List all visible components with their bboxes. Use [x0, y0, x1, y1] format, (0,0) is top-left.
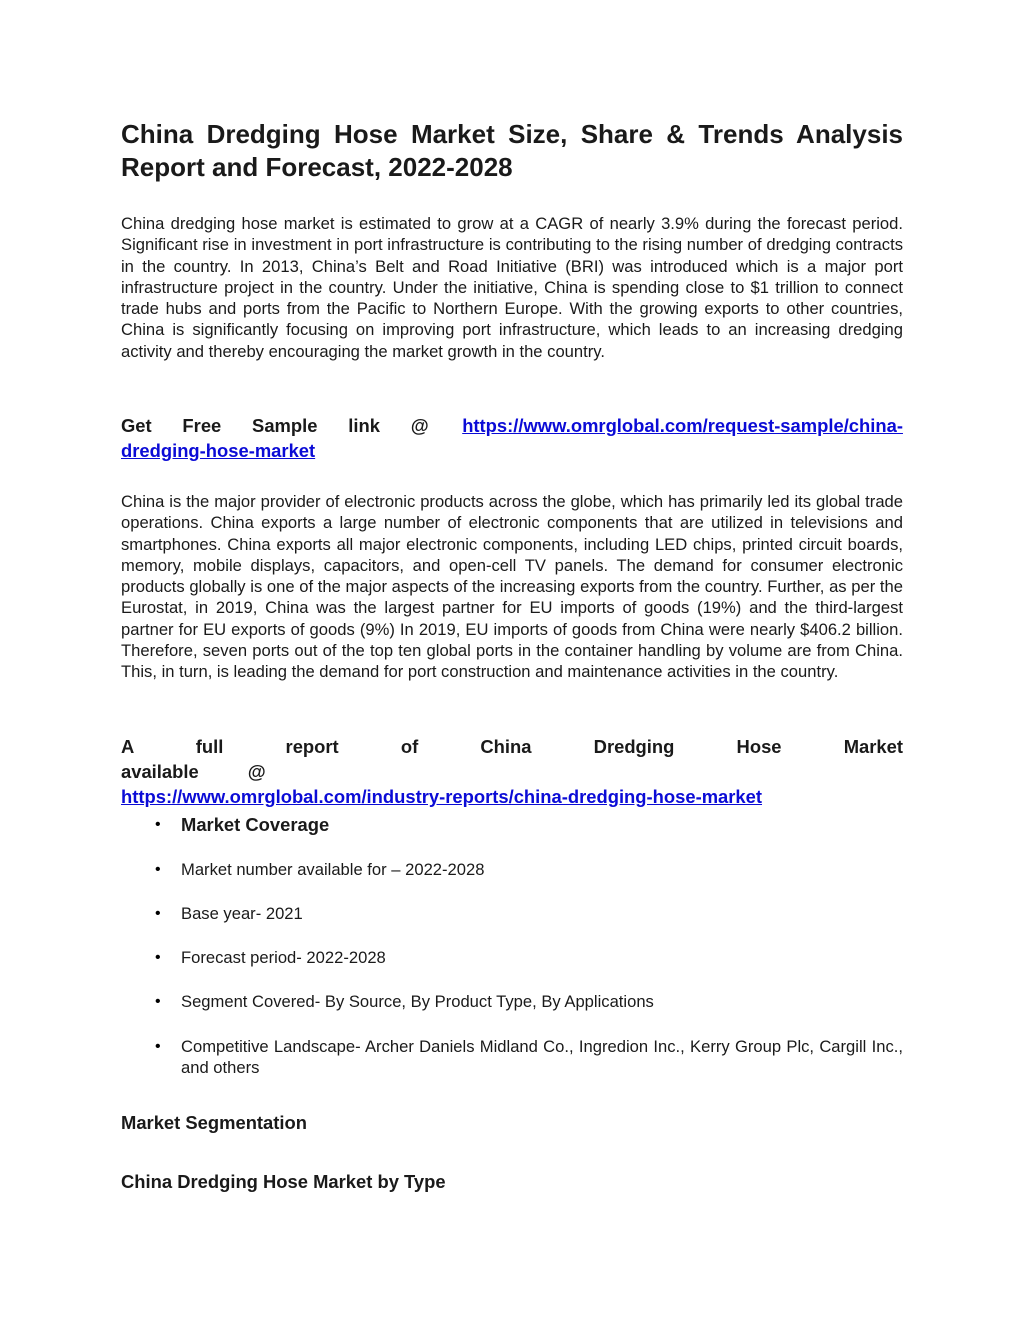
list-item-text: Base year- 2021 [181, 904, 303, 923]
bullet-icon: • [155, 816, 161, 833]
list-item-text: Segment Covered- By Source, By Product Type, By Applications [181, 992, 654, 1011]
bullet-icon: • [155, 1038, 161, 1055]
bullet-icon: • [155, 861, 161, 878]
bullet-icon: • [155, 993, 161, 1010]
market-segmentation-heading: Market Segmentation [121, 1112, 307, 1133]
intro-paragraph: China dredging hose market is estimated to grow at a CAGR of nearly 3.9% during the forecast period. Significant rise in investment in port infrastructure is contributing to the rising number of dredging contracts in the country. In 2013, China’s Belt and Road Initiative (BRI) was introduced which is a major port infrastructure project in the country. Under the initiative, China is spending close to $1 trillion to connect trade hubs and ports from the Pacific to Northern Europe. With the growing exports to other countries, China is significantly focusing on improving port infrastructure, which leads to an increasing dredging activity and thereby encouraging the market growth in the country. [121, 214, 903, 361]
sample-link-label: Get Free Sample link @ [121, 415, 429, 436]
sample-link[interactable]: https://www.omrglobal.com/request-sample/china-dredging-hose-market [121, 415, 903, 461]
by-type-heading: China Dredging Hose Market by Type [121, 1171, 446, 1192]
page-title: China Dredging Hose Market Size, Share & Trends Analysis Report and Forecast, 2022-2028 [121, 119, 903, 182]
list-item-text: Forecast period- 2022-2028 [181, 948, 386, 967]
sample-link-line [121, 413, 903, 463]
list-item-text: Competitive Landscape- Archer Daniels Midland Co., Ingredion Inc., Kerry Group Plc, Cargill Inc., and others [181, 1037, 903, 1078]
bullet-icon: • [155, 905, 161, 922]
bullet-icon: • [155, 949, 161, 966]
report-link[interactable]: https://www.omrglobal.com/industry-reports/china-dredging-hose-market [121, 786, 763, 807]
electronics-paragraph: China is the major provider of electronic products across the globe, which has primarily led its global trade operations. China exports a large number of electronic components that are utilized in televisions and smartphones. China exports all major electronic components, including LED chips, printed circuit boards, memory, mobile displays, capacitors, and open-cell TV panels. The demand for consumer electronic products globally is one of the major aspects of the increasing exports from the country. Further, as per the Eurostat, in 2019, China was the largest partner for EU imports of goods (19%) and the third-largest partner for EU exports of goods (9%) In 2019, EU imports of goods from China were nearly $406.2 billion. Therefore, seven ports out of the top ten global ports in the container handling by volume are from China. This, in turn, is leading the demand for port construction and maintenance activities in the country. [121, 492, 903, 682]
report-link-line [121, 734, 903, 809]
list-item-text: Market number available for – 2022-2028 [181, 860, 485, 879]
list-item-text: Market Coverage [181, 814, 330, 835]
report-link-label: A full report of China Dredging Hose Market available @ [121, 736, 903, 782]
